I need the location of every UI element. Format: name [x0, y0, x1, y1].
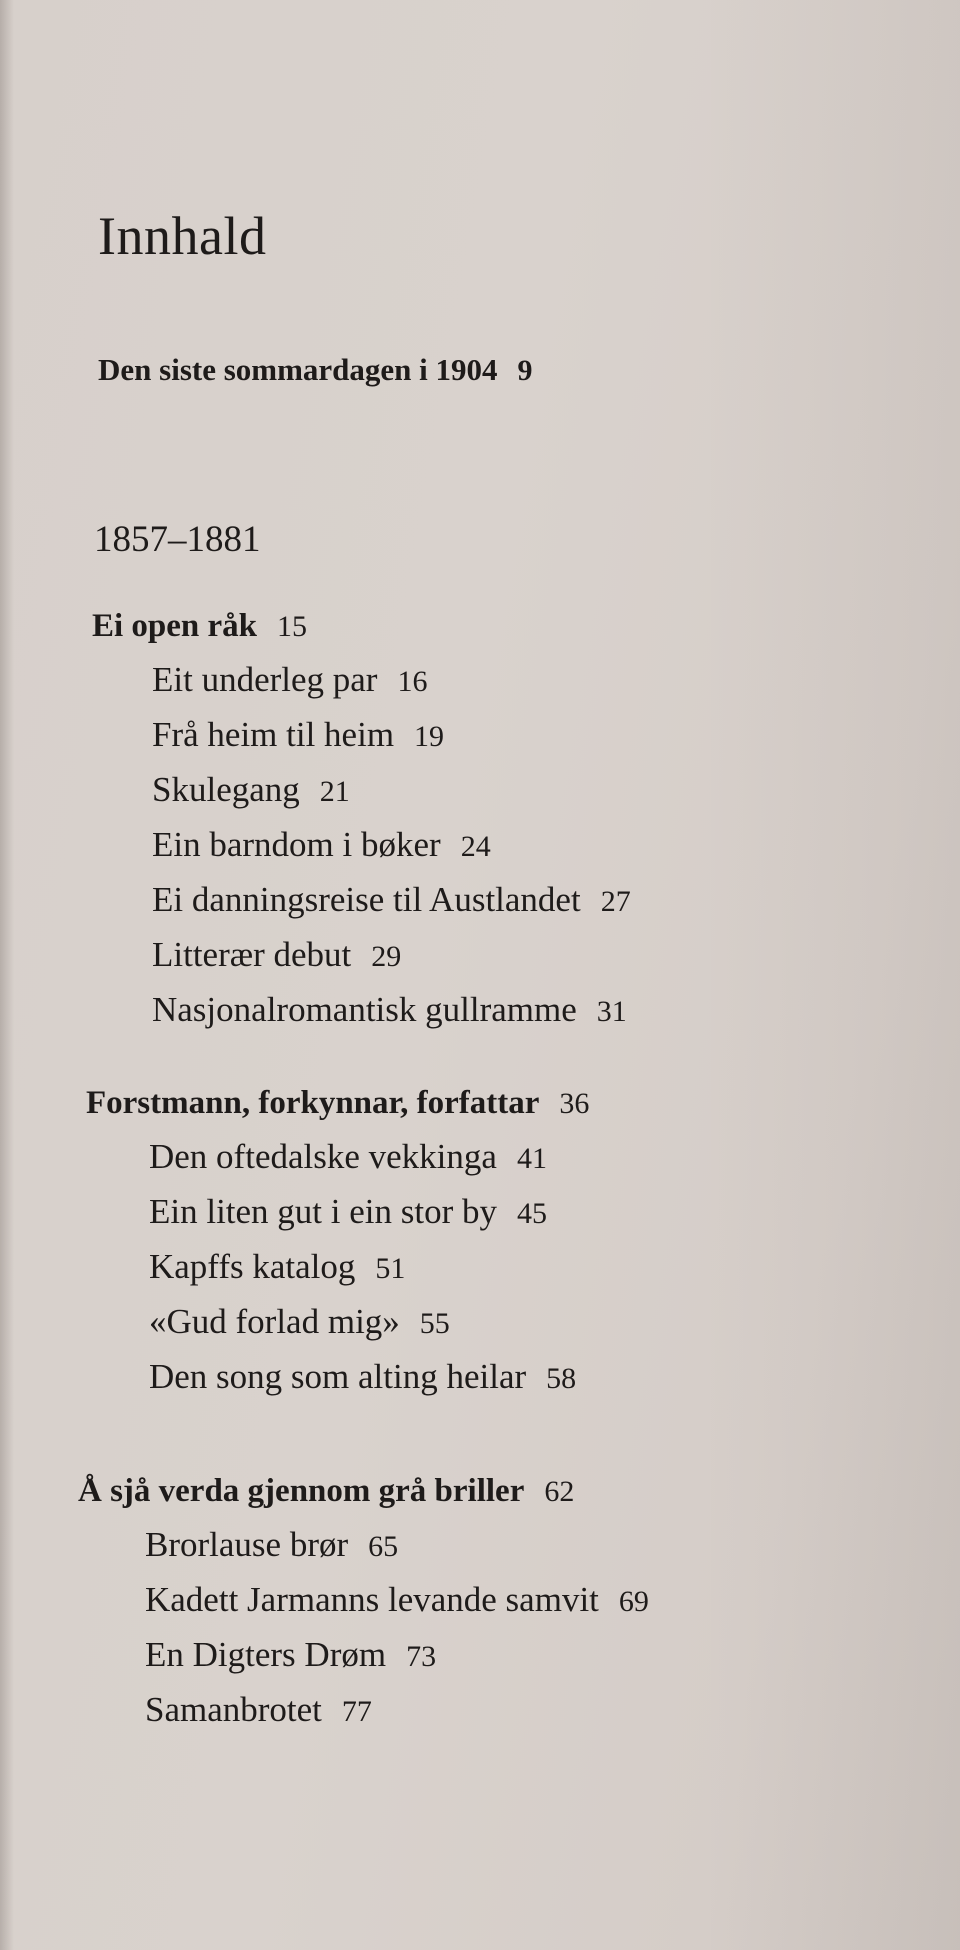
chapter-page-number: 29: [371, 940, 402, 973]
chapter-page-number: 51: [375, 1252, 406, 1285]
chapter-entry: [78, 1683, 649, 1738]
chapter-entry: [92, 708, 631, 763]
entry-page-number: 9: [517, 354, 533, 387]
chapter-title: Ein liten gut i ein stor by: [149, 1192, 498, 1231]
chapter-title: Kapffs katalog: [149, 1247, 356, 1286]
page-title: Innhald: [98, 206, 267, 266]
toc-part-2: [86, 1077, 589, 1405]
chapter-title: Den oftedalske vekkinga: [149, 1137, 497, 1176]
page-edge-shading: [700, 0, 960, 1950]
chapter-page-number: 55: [419, 1307, 450, 1340]
chapter-title: Nasjonalromantisk gullramme: [152, 990, 577, 1029]
chapter-page-number: 21: [319, 775, 350, 808]
chapter-page-number: 19: [414, 720, 445, 753]
chapter-entry: [92, 873, 631, 928]
chapter-page-number: 45: [517, 1197, 548, 1230]
chapter-title: Skulegang: [152, 770, 300, 809]
chapter-page-number: 69: [618, 1585, 649, 1618]
chapter-page-number: 24: [460, 830, 491, 863]
chapter-title: Litterær debut: [152, 935, 352, 974]
chapter-entry: [86, 1130, 589, 1185]
chapter-entry: [92, 818, 631, 873]
chapter-page-number: 41: [516, 1142, 547, 1175]
chapter-page-number: 58: [546, 1362, 577, 1395]
chapter-title: Eit underleg par: [152, 660, 378, 699]
chapter-entry: [86, 1295, 589, 1350]
part-page-number: 36: [559, 1087, 590, 1120]
chapter-page-number: 65: [368, 1530, 399, 1563]
toc-part-1: [92, 600, 631, 1038]
chapter-page-number: 31: [596, 995, 627, 1028]
spine-shadow: [0, 0, 14, 1950]
chapter-title: Brorlause brør: [145, 1525, 349, 1564]
period-heading: 1857–1881: [94, 519, 261, 560]
toc-prologue-entry: [98, 352, 533, 388]
chapter-page-number: 77: [341, 1695, 372, 1728]
chapter-title: Ein barndom i bøker: [152, 825, 441, 864]
chapter-title: Kadett Jarmanns levande samvit: [145, 1580, 599, 1619]
toc-part-3: [78, 1465, 649, 1738]
chapter-entry: [78, 1628, 649, 1683]
part-title: Ei open råk: [92, 608, 258, 644]
chapter-entry: [86, 1185, 589, 1240]
chapter-page-number: 27: [600, 885, 631, 918]
chapter-entry: [86, 1240, 589, 1295]
chapter-title: Frå heim til heim: [152, 715, 395, 754]
chapter-page-number: 73: [406, 1640, 437, 1673]
part-page-number: 15: [277, 610, 308, 643]
entry-title: Den siste sommardagen i 1904: [98, 352, 498, 387]
part-heading: [92, 600, 631, 653]
part-title: Forstmann, forkynnar, forfattar: [86, 1085, 540, 1121]
chapter-page-number: 16: [397, 665, 428, 698]
chapter-title: Ei danningsreise til Austlandet: [152, 880, 581, 919]
part-heading: [78, 1465, 649, 1518]
chapter-entry: [86, 1350, 589, 1405]
chapter-title: Samanbrotet: [145, 1690, 322, 1729]
part-title: Å sjå verda gjennom grå briller: [78, 1473, 525, 1509]
chapter-entry: [92, 928, 631, 983]
chapter-title: En Digters Drøm: [145, 1635, 387, 1674]
part-heading: [86, 1077, 589, 1130]
chapter-entry: [92, 983, 631, 1038]
chapter-entry: [78, 1518, 649, 1573]
chapter-entry: [92, 653, 631, 708]
chapter-title: «Gud forlad mig»: [149, 1302, 400, 1341]
chapter-title: Den song som alting heilar: [149, 1357, 527, 1396]
chapter-entry: [92, 763, 631, 818]
part-page-number: 62: [544, 1475, 575, 1508]
chapter-entry: [78, 1573, 649, 1628]
